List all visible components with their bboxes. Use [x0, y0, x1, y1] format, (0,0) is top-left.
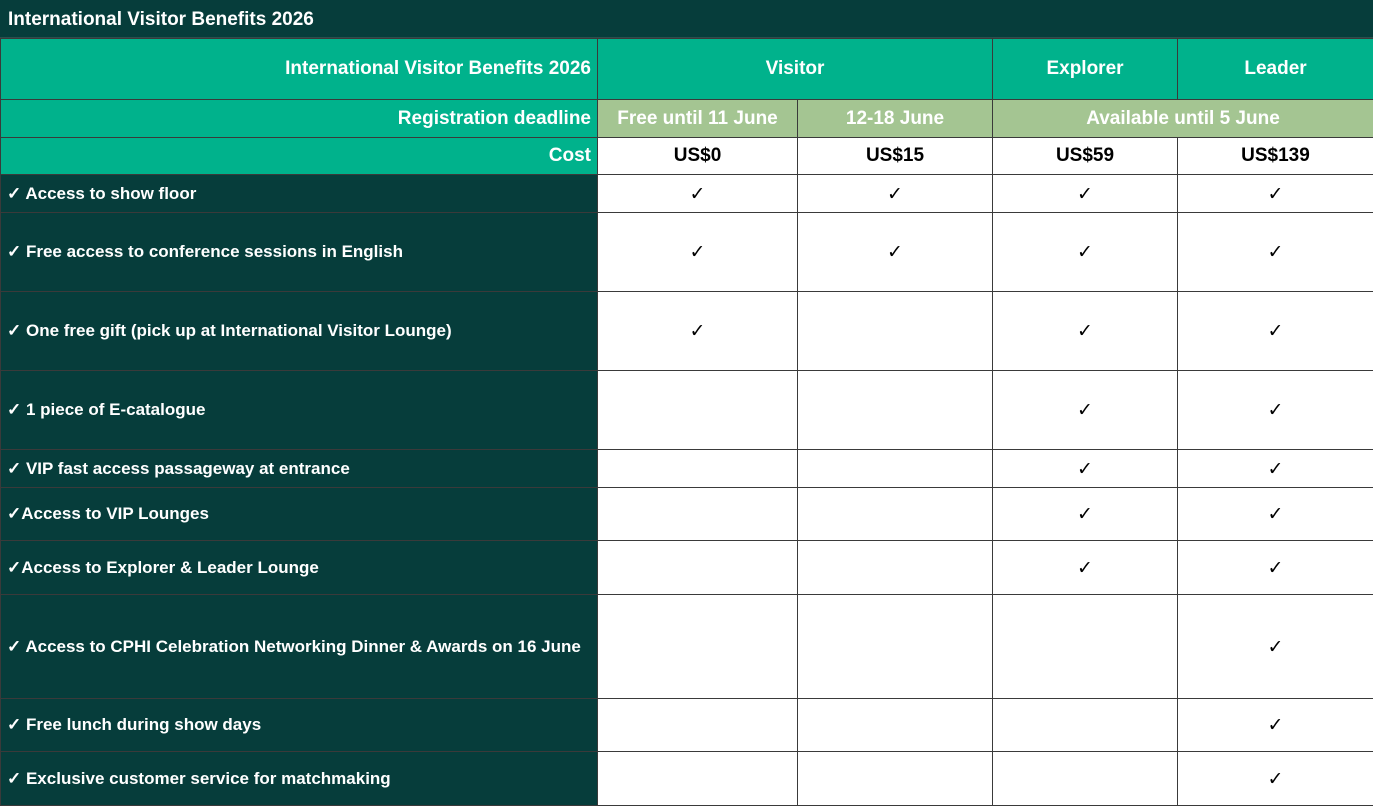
- feature-cell: [598, 488, 798, 541]
- feature-cell: [598, 371, 798, 450]
- feature-cell: [993, 541, 1178, 595]
- feature-cell: [598, 541, 798, 595]
- check-icon: ✓: [1077, 557, 1093, 579]
- feature-label: ✓ VIP fast access passageway at entrance: [1, 450, 598, 488]
- cost-row: [1, 138, 1373, 175]
- check-icon: ✓: [1268, 714, 1284, 736]
- check-icon: ✓: [1077, 241, 1093, 263]
- feature-cell: [598, 752, 798, 806]
- feature-cell: [598, 450, 798, 488]
- feature-cell: [598, 213, 798, 292]
- feature-label: ✓Access to Explorer & Leader Lounge: [1, 541, 598, 595]
- feature-cell: [798, 175, 993, 213]
- feature-label: ✓ Exclusive customer service for matchmaking: [1, 752, 598, 806]
- feature-cell: [1178, 371, 1373, 450]
- feature-cell: [598, 595, 798, 699]
- feature-label: ✓ Free lunch during show days: [1, 699, 598, 752]
- page-title: International Visitor Benefits 2026: [0, 0, 1373, 38]
- feature-cell: [798, 699, 993, 752]
- tier-explorer-header: Explorer: [993, 39, 1178, 100]
- feature-label: ✓ Access to CPHI Celebration Networking Dinner & Awards on 16 June: [1, 595, 598, 699]
- deadline-label: Registration deadline: [1, 100, 598, 138]
- feature-label: ✓ One free gift (pick up at International Visitor Lounge): [1, 292, 598, 371]
- feature-cell: [1178, 752, 1373, 806]
- check-icon: ✓: [1077, 183, 1093, 205]
- feature-cell: [798, 450, 993, 488]
- check-icon: ✓: [1268, 557, 1284, 579]
- feature-cell: [993, 213, 1178, 292]
- cost-visitor-paid: US$15: [798, 138, 993, 175]
- feature-row: [1, 541, 1373, 595]
- feature-row: [1, 175, 1373, 213]
- check-icon: ✓: [1268, 768, 1284, 790]
- feature-cell: [1178, 488, 1373, 541]
- feature-row: [1, 371, 1373, 450]
- feature-cell: [993, 595, 1178, 699]
- feature-cell: [1178, 541, 1373, 595]
- check-icon: ✓: [690, 320, 706, 342]
- check-icon: ✓: [1268, 183, 1284, 205]
- feature-cell: [798, 292, 993, 371]
- deadline-visitor-free: Free until 11 June: [598, 100, 798, 138]
- feature-cell: [598, 699, 798, 752]
- feature-cell: [1178, 292, 1373, 371]
- feature-cell: [798, 541, 993, 595]
- check-icon: ✓: [1268, 503, 1284, 525]
- feature-cell: [598, 292, 798, 371]
- check-icon: ✓: [1077, 458, 1093, 480]
- feature-cell: [798, 595, 993, 699]
- feature-cell: [993, 371, 1178, 450]
- check-icon: ✓: [1268, 399, 1284, 421]
- feature-cell: [1178, 595, 1373, 699]
- feature-row: [1, 752, 1373, 806]
- feature-cell: [1178, 699, 1373, 752]
- feature-label: ✓ 1 piece of E-catalogue: [1, 371, 598, 450]
- feature-row: [1, 699, 1373, 752]
- feature-cell: [598, 175, 798, 213]
- feature-cell: [1178, 450, 1373, 488]
- feature-label: ✓ Access to show floor: [1, 175, 598, 213]
- feature-row: [1, 595, 1373, 699]
- feature-cell: [993, 699, 1178, 752]
- cost-visitor-free: US$0: [598, 138, 798, 175]
- feature-label: ✓Access to VIP Lounges: [1, 488, 598, 541]
- feature-cell: [1178, 213, 1373, 292]
- cost-explorer: US$59: [993, 138, 1178, 175]
- check-icon: ✓: [1077, 503, 1093, 525]
- check-icon: ✓: [1268, 320, 1284, 342]
- cost-leader: US$139: [1178, 138, 1373, 175]
- check-icon: ✓: [1268, 458, 1284, 480]
- cost-label: Cost: [1, 138, 598, 175]
- tier-visitor-header: Visitor: [598, 39, 993, 100]
- deadline-row: [1, 100, 1373, 138]
- check-icon: ✓: [1268, 636, 1284, 658]
- check-icon: ✓: [887, 183, 903, 205]
- check-icon: ✓: [1268, 241, 1284, 263]
- feature-cell: [798, 213, 993, 292]
- benefits-table: [0, 38, 1373, 806]
- feature-row: [1, 213, 1373, 292]
- feature-row: [1, 450, 1373, 488]
- feature-cell: [993, 175, 1178, 213]
- feature-cell: [798, 371, 993, 450]
- deadline-premium: Available until 5 June: [993, 100, 1373, 138]
- feature-cell: [798, 752, 993, 806]
- tier-leader-header: Leader: [1178, 39, 1373, 100]
- feature-row: [1, 292, 1373, 371]
- feature-cell: [993, 450, 1178, 488]
- feature-cell: [993, 488, 1178, 541]
- tier-header-row: [1, 39, 1373, 100]
- feature-cell: [993, 752, 1178, 806]
- feature-row: [1, 488, 1373, 541]
- check-icon: ✓: [1077, 320, 1093, 342]
- feature-cell: [1178, 175, 1373, 213]
- header-row-label: International Visitor Benefits 2026: [1, 39, 598, 100]
- check-icon: ✓: [690, 183, 706, 205]
- check-icon: ✓: [887, 241, 903, 263]
- feature-cell: [798, 488, 993, 541]
- check-icon: ✓: [690, 241, 706, 263]
- deadline-visitor-paid: 12-18 June: [798, 100, 993, 138]
- feature-label: ✓ Free access to conference sessions in English: [1, 213, 598, 292]
- check-icon: ✓: [1077, 399, 1093, 421]
- feature-cell: [993, 292, 1178, 371]
